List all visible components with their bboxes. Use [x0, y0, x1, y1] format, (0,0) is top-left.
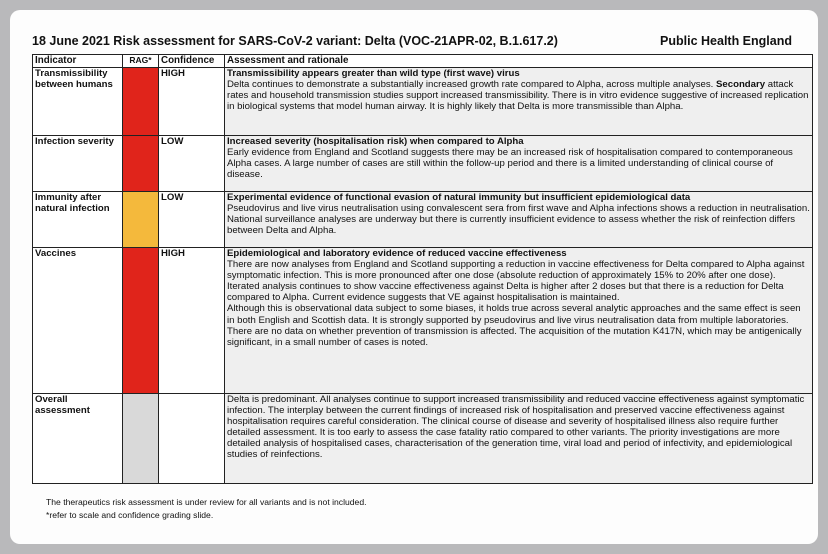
organisation-name: Public Health England [660, 34, 792, 48]
footer-footnote: *refer to scale and confidence grading slide. [46, 509, 214, 520]
rag-cell [123, 192, 159, 248]
footer-notes [46, 496, 367, 521]
indicator-cell: Infection severity [33, 136, 123, 192]
confidence-cell: LOW [159, 192, 225, 248]
rag-cell [123, 394, 159, 484]
rag-status-swatch [123, 68, 158, 108]
assessment-cell [225, 192, 813, 248]
assessment-heading: Experimental evidence of functional evasion of natural immunity but insufficient epidemiological data [227, 192, 691, 203]
assessment-text-continued: Although this is observational data subject to some biases, it holds true across several analytic approaches and the same effect is seen in both English and Scottish data. It is strongly supported by pseudovirus and live virus neutralisation data from multiple laboratories. There are no data on whether prevention of transmission is affected. The acquisition of the mutation K417N, which may be antigenically significant, in a small number of cases is noted. [227, 303, 802, 348]
confidence-cell: LOW [159, 136, 225, 192]
rag-cell [123, 136, 159, 192]
confidence-cell [159, 394, 225, 484]
assessment-cell [225, 394, 813, 484]
assessment-cell [225, 136, 813, 192]
table-row [33, 136, 813, 192]
table-row [33, 394, 813, 484]
footer-note: The therapeutics risk assessment is under review for all variants and is not included. [46, 497, 367, 507]
page-title: 18 June 2021 Risk assessment for SARS-CoV-2 variant: Delta (VOC-21APR-02, B.1.617.2) [32, 34, 558, 48]
column-header-rag: RAG* [123, 55, 159, 68]
rag-cell [123, 68, 159, 136]
document-page [10, 10, 818, 544]
assessment-text: Delta is predominant. All analyses continue to support increased transmissibility and reduced vaccine effectiveness against symptomatic infection. The interplay between the current findings of increased risk of hospitalisation and preserved vaccine effectiveness against hospitalisation requires careful consideration. The clinical course of disease and severity of hospitalised illness also require further detailed assessment. It is too early to assess the case fatality ratio compared to other variants. The priority investigations are more detailed analysis of hospitalised cases, characterisation of the generation time, viral load and period of infectivity, and epidemiological studies of reinfections. [227, 394, 805, 461]
assessment-heading: Increased severity (hospitalisation risk) when compared to Alpha [227, 136, 524, 147]
assessment-heading: Epidemiological and laboratory evidence of reduced vaccine effectiveness [227, 248, 567, 259]
rag-status-swatch [123, 136, 158, 176]
assessment-text: There are now analyses from England and Scotland supporting a reduction in vaccine effectiveness for Delta compared to Alpha against symptomatic infection. This is more pronounced after one dose (absolute reduction of approximately 15% to 20% after one dose). Iterated analysis continues to show vaccine effectiveness against Delta is higher after 2 doses but that there is a reduction for Delta compared to Alpha. Current evidence suggests that VE against hospitalisation is maintained. [227, 259, 805, 304]
indicator-cell: Overall assessment [33, 394, 123, 484]
confidence-cell: HIGH [159, 248, 225, 394]
rag-status-swatch [123, 248, 158, 288]
column-header-indicator: Indicator [33, 55, 123, 68]
column-header-confidence: Confidence [159, 55, 225, 68]
assessment-cell [225, 248, 813, 394]
assessment-text: Early evidence from England and Scotland suggests there may be an increased risk of hospitalisation compared to contemporaneous Alpha cases. A large number of cases are still within the follow-up period and there is a limited understanding of clinical course of disease. [227, 147, 793, 181]
assessment-heading: Transmissibility appears greater than wild type (first wave) virus [227, 68, 520, 79]
assessment-cell [225, 68, 813, 136]
table-row [33, 192, 813, 248]
table-header-row [33, 55, 813, 68]
table-row [33, 248, 813, 394]
indicator-cell: Transmissibility between humans [33, 68, 123, 136]
rag-status-swatch [123, 394, 158, 434]
column-header-assessment: Assessment and rationale [225, 55, 813, 68]
title-row [32, 34, 792, 48]
indicator-cell: Immunity after natural infection [33, 192, 123, 248]
confidence-cell: HIGH [159, 68, 225, 136]
rag-cell [123, 248, 159, 394]
assessment-text: Delta continues to demonstrate a substantially increased growth rate compared to Alpha, across multiple analyses. Secondary attack rates and household transmission studies support increased transmissibility. There is in vitro evidence suggestive of increased replication in biological systems that model human airway. It is highly likely that Delta is more transmissible than Alpha. [227, 79, 809, 113]
indicator-cell: Vaccines [33, 248, 123, 394]
risk-assessment-table [32, 54, 813, 484]
assessment-text: Pseudovirus and live virus neutralisation using convalescent sera from first wave and Alpha infections shows a reduction in neutralisation. National surveillance analyses are underway but there is currently insufficient evidence to assess whether the risk of reinfection differs between Delta and Alpha. [227, 203, 810, 237]
table-row [33, 68, 813, 136]
rag-status-swatch [123, 192, 158, 232]
